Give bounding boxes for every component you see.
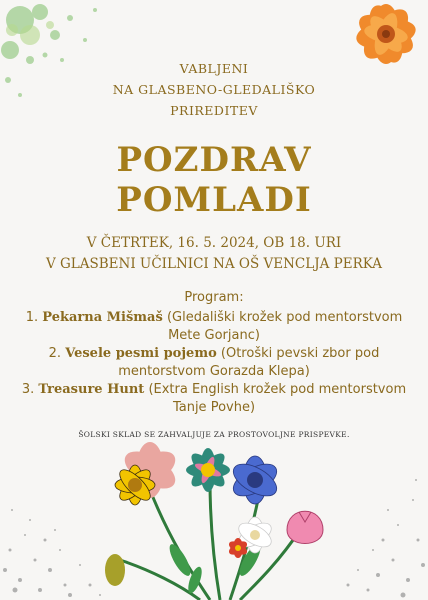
program-item-name: Treasure Hunt — [38, 382, 145, 397]
title-line: POZDRAV — [116, 140, 312, 180]
invite-line: VABLJENI — [179, 61, 249, 76]
invite-line: PRIREDITEV — [170, 103, 258, 118]
program-item-desc: (Extra English krožek pod mentorstvom Tanje Povhe) — [148, 382, 407, 415]
invitation-text — [0, 58, 428, 121]
thanks-note: ŠOLSKI SKLAD SE ZAHVALJUJE ZA PROSTOVOLJNE PRISPEVKE. — [78, 430, 350, 439]
program-heading: Program: — [184, 290, 244, 305]
flower-bouquet-illustration — [90, 430, 350, 600]
program-item — [20, 309, 408, 345]
title-line: POMLADI — [116, 180, 312, 220]
program-item-desc: (Otroški pevski zbor pod mentorstvom Gorazda Klepa) — [118, 346, 380, 379]
date-line: V ČETRTEK, 16. 5. 2024, OB 18. URI — [86, 235, 342, 251]
program-item-name: Vesele pesmi pojemo — [65, 346, 217, 361]
program-item-number: 3. — [21, 382, 35, 397]
location-line: V GLASBENI UČILNICI NA OŠ VENCLJA PERKA — [45, 256, 383, 272]
program-section — [20, 289, 408, 417]
program-item-number: 1. — [25, 310, 39, 325]
program-item-name: Pekarna Mišmaš — [42, 310, 163, 325]
event-title — [0, 140, 428, 220]
invite-line: NA GLASBENO-GLEDALIŠKO — [112, 82, 316, 97]
program-item-number: 2. — [48, 346, 62, 361]
program-item-desc: (Gledališki krožek pod mentorstvom Mete Gorjanc) — [166, 310, 403, 343]
program-item — [20, 381, 408, 417]
event-date-location — [0, 233, 428, 275]
program-item — [20, 345, 408, 381]
